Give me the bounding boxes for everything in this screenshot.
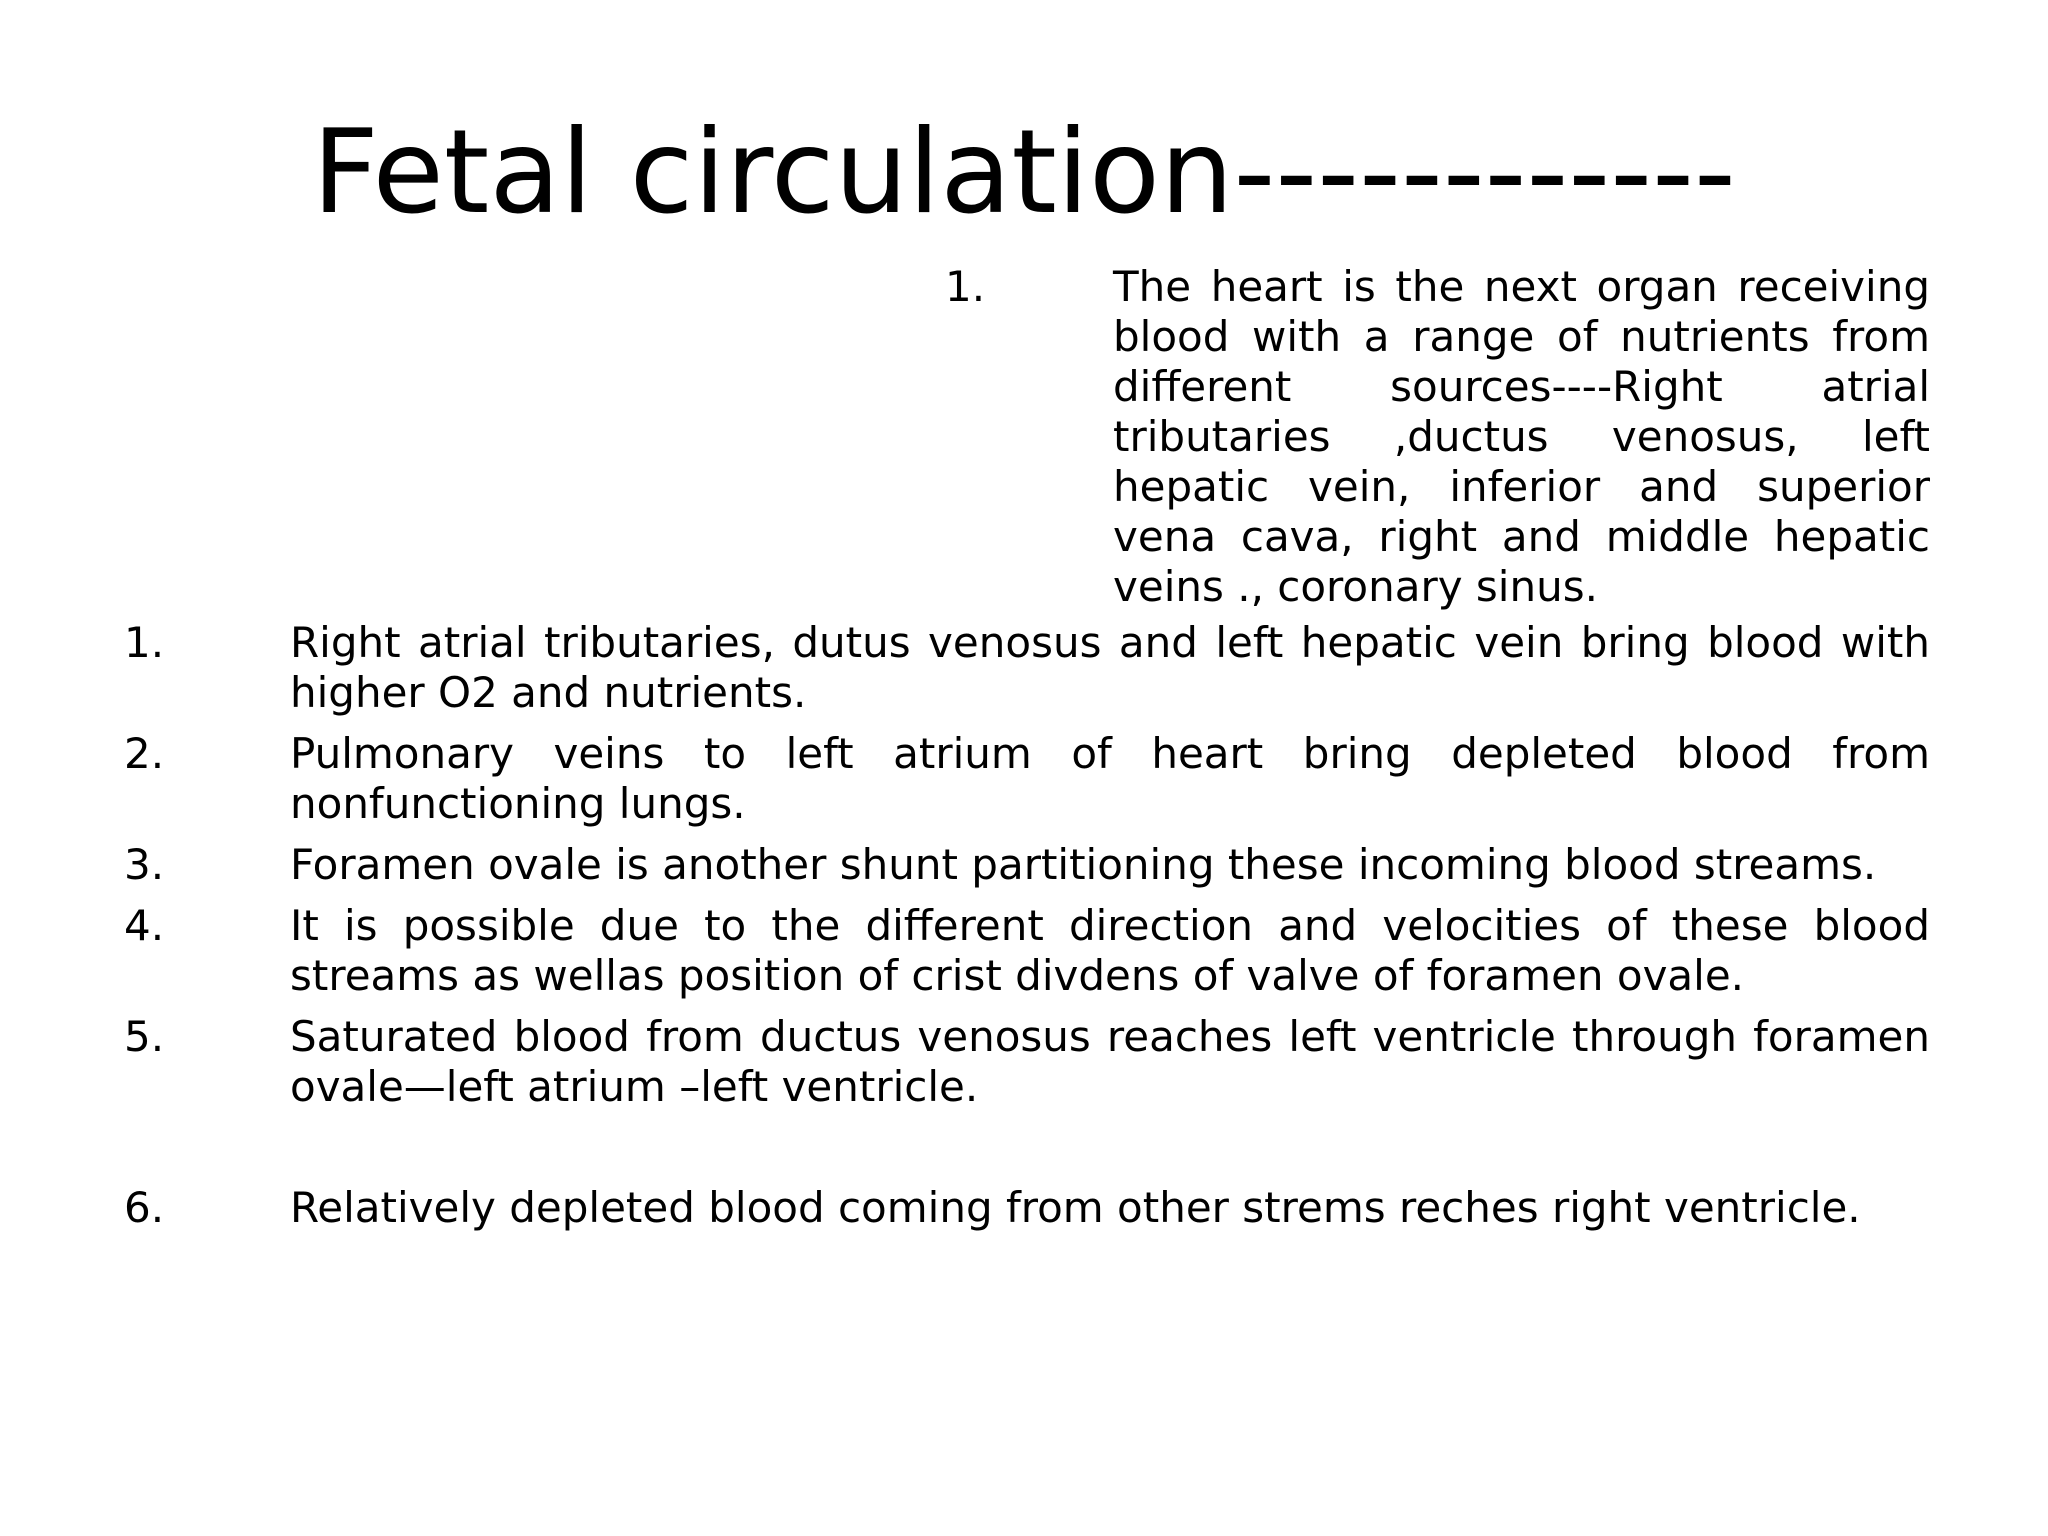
list-number: 2. <box>124 729 165 778</box>
intro-list-item <box>945 262 1930 611</box>
list-item-text: Saturated blood from ductus venosus reaches left ventricle through foramen ovale—left atrium –left ventricle. <box>290 1012 1930 1111</box>
list-number: 3. <box>124 840 165 889</box>
list-item-text: It is possible due to the different direction and velocities of these blood streams as wellas position of crist divdens of valve of foramen ovale. <box>290 901 1930 1000</box>
slide-title: Fetal circulation------------ <box>312 105 1736 240</box>
list-item-text: The heart is the next organ receiving blood with a range of nutrients from different sources----Right atrial tributaries ,ductus venosus, left hepatic vein, inferior and superior vena cava, right and middle hepatic veins ., coronary sinus. <box>1113 262 1930 611</box>
list-item-text: Relatively depleted blood coming from other strems reches right ventricle. <box>290 1183 1861 1232</box>
list-item-text: Right atrial tributaries, dutus venosus and left hepatic vein bring blood with higher O2 and nutrients. <box>290 618 1930 717</box>
list-number: 4. <box>124 901 165 950</box>
list-item-text: Foramen ovale is another shunt partitioning these incoming blood streams. <box>290 840 1877 889</box>
list-item-text: Pulmonary veins to left atrium of heart bring depleted blood from nonfunctioning lungs. <box>290 729 1930 828</box>
list-number: 5. <box>124 1012 165 1061</box>
list-number: 6. <box>124 1183 165 1232</box>
list-number: 1. <box>124 618 165 667</box>
list-number: 1. <box>945 262 986 311</box>
